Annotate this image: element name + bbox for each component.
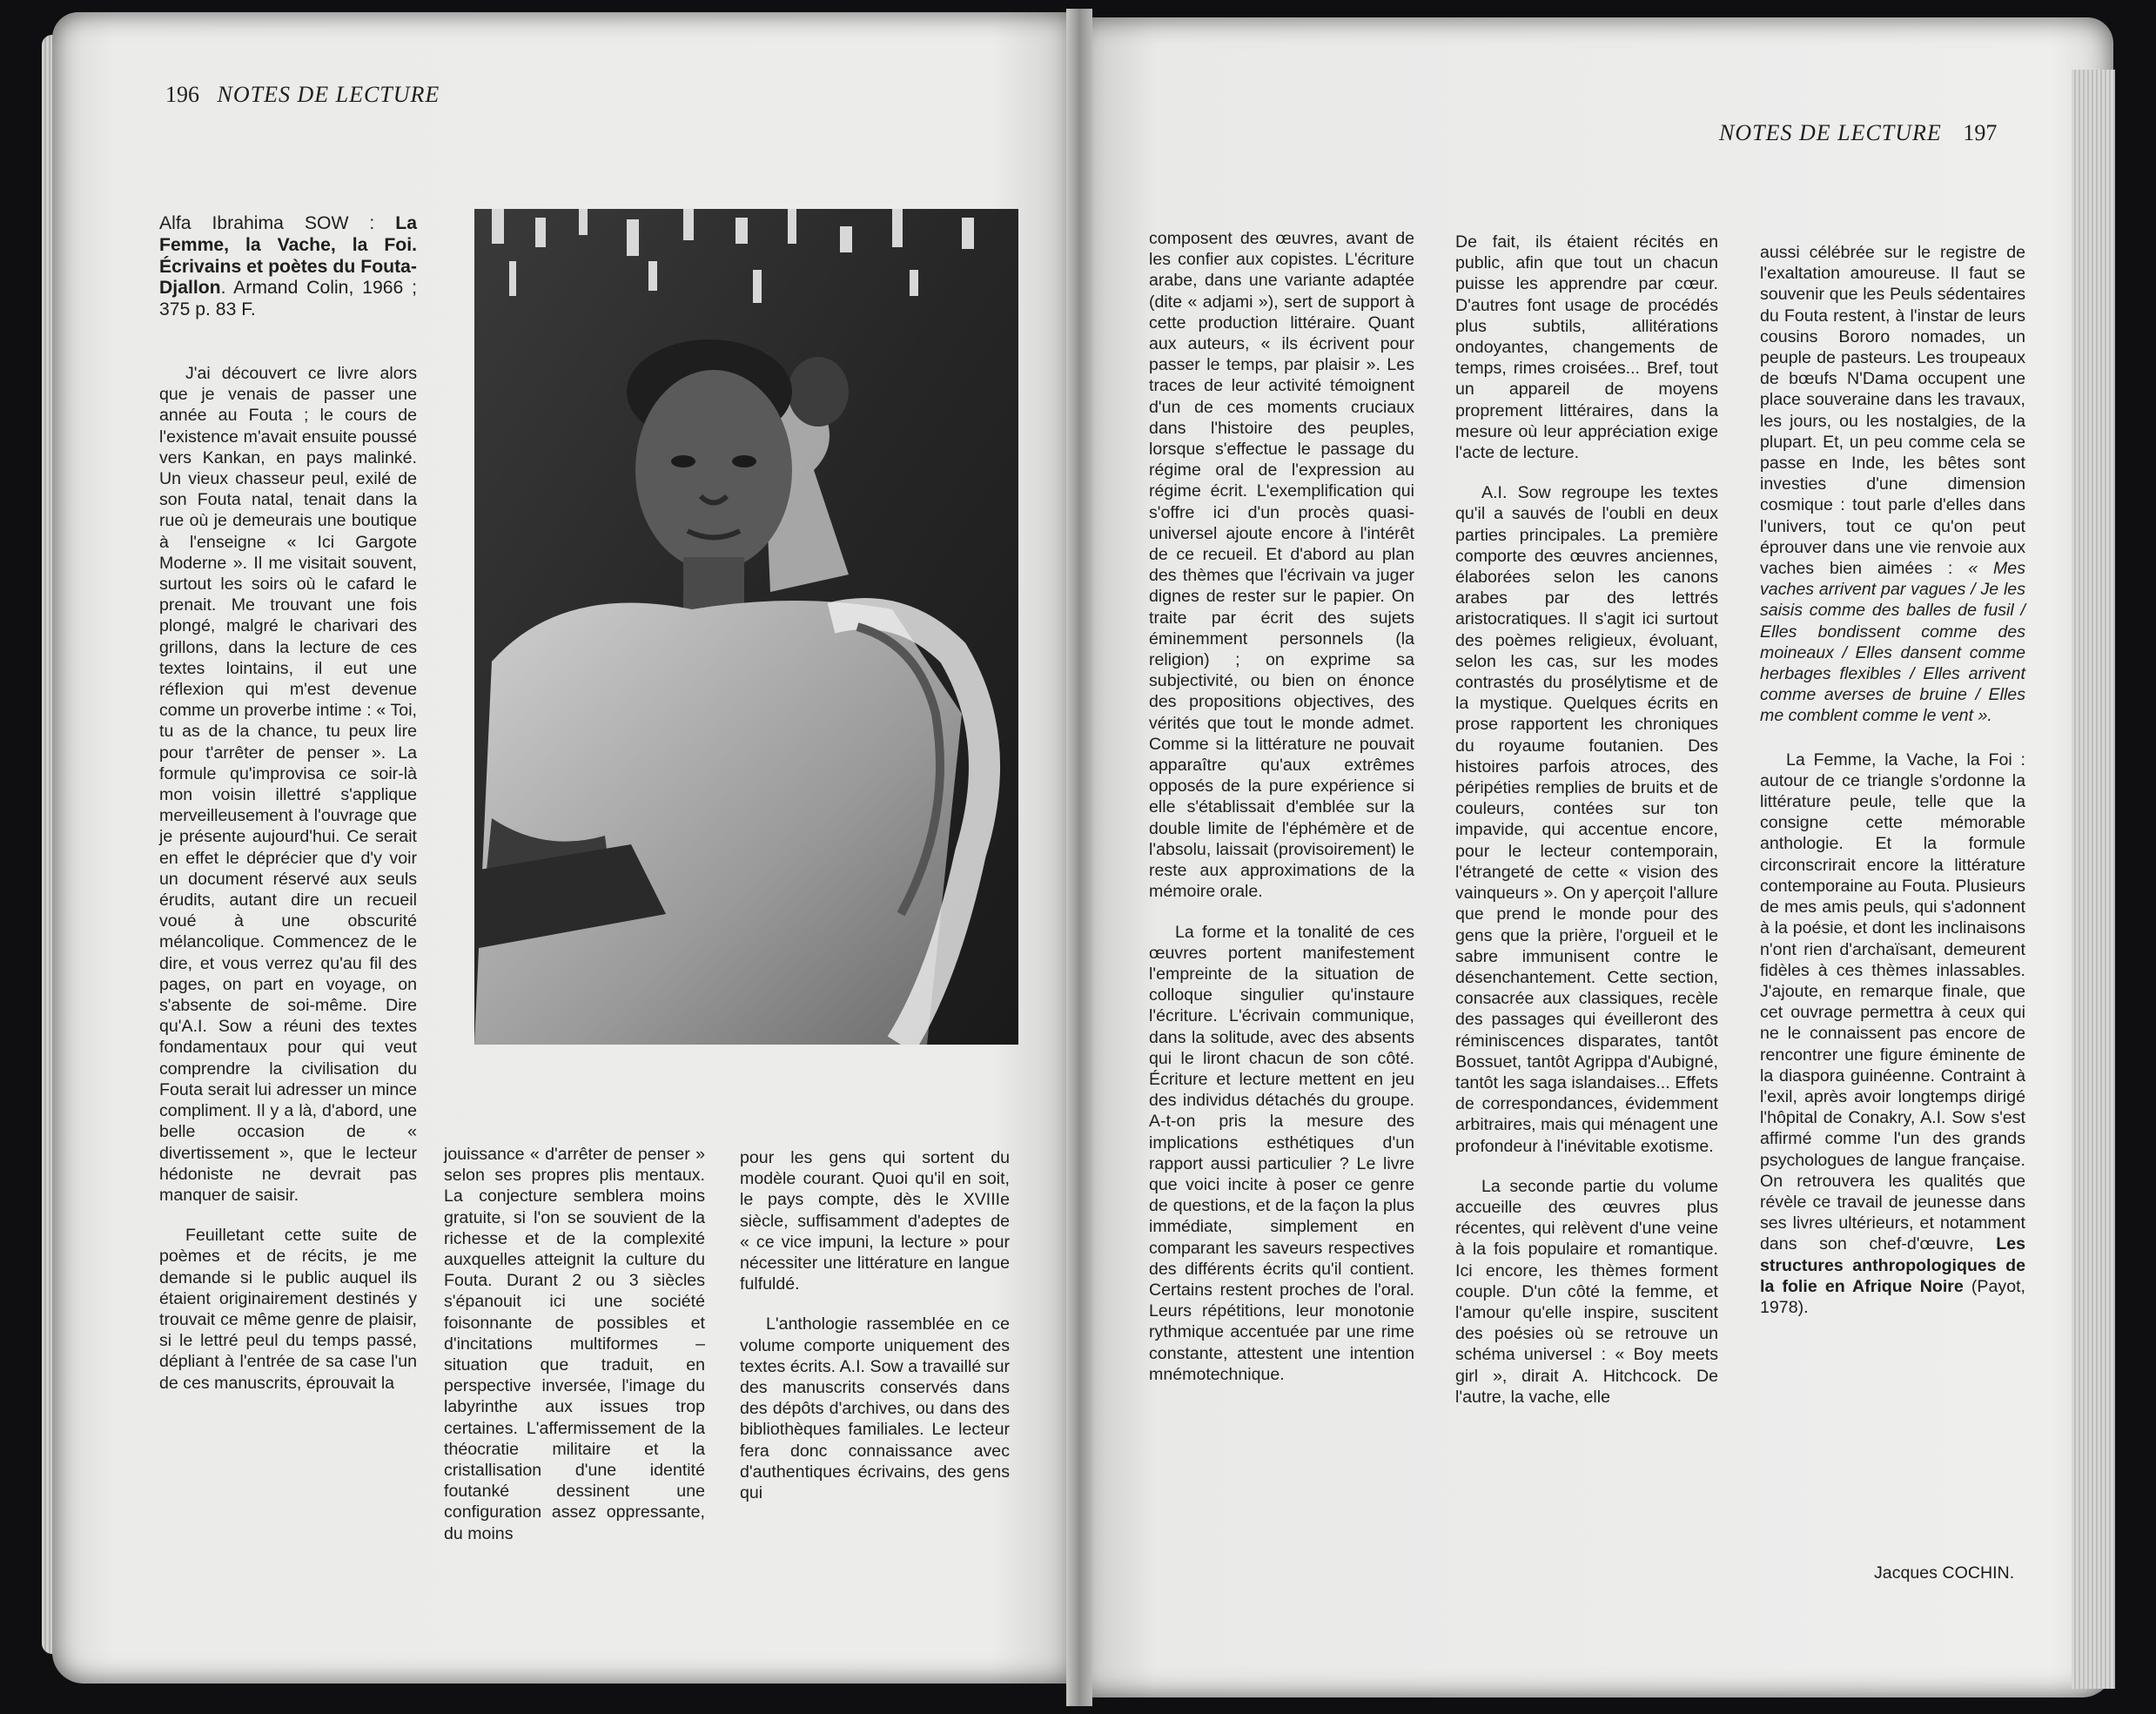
paragraph-text: La Femme, la Vache, la Foi : autour de ce triangle s'ordonne la littérature peule, telle que la consigne cette mémorable anthologie. Et la formule circonscrirait encore la littérature contemporaine au Fouta. Plusieurs de mes amis peuls, qui s'adonnent à la poésie, et dont les inclinaisons n'ont rien d'archaïsant, demeurent fidèles à ces thèmes inlassables. J'ajoute, en remarque finale, que cet ouvrage permettra à ceux qui ne le connaissent pas encore de rencontrer une figure éminente de la diaspora guinéenne. Contraint à l'exil, après avoir longtemps dirigé l'hôpital de Conakry, A.I. Sow s'est affirmé comme l'un des grands psychologues de langue française. On retrouvera les qualités que révèle ce travail de jeunesse dans ses livres ultérieurs, et notamment dans son chef-d'œuvre, <box>1760 749 2025 1254</box>
paragraph: pour les gens qui sortent du modèle courant. Quoi qu'il en soit, le pays compte, dès le XVIIIe siècle, suffisamment d'adeptes de « ce vice impuni, la lecture » pour nécessiter une littérature en langue fulfuldé. <box>740 1148 1010 1294</box>
photo-woman-portrait <box>474 209 1018 1045</box>
book-gutter <box>1066 9 1092 1706</box>
paragraph-text: aussi célébrée sur le registre de l'exaltation amoureuse. Il faut se souvenir que les Peuls sédentaires du Fouta restent, à l'instar de leurs cousins Bororo nomades, un peuple de pasteurs. Les troupeaux de bœufs N'Dama occupent une place souveraine dans les travaux, les jours, ou les nostalgies, de la plupart. Et, un peu comme cela se passe en Inde, les bêtes sont investies d'une dimension cosmique : tout parle d'elles dans l'univers, tout ce qu'on peut éprouver dans une vie renvoie aux vaches bien aimées : <box>1760 243 2025 579</box>
paragraph: La forme et la tonalité de ces œuvres portent manifestement l'empreinte de la situation de colloque singulier qu'instaure l'écriture. L'écrivain communique, dans la solitude, avec des absents qui le liront chacun de son côté. Écriture et lecture mettent en jeu des individus détachés du groupe. A-t-on pris la mesure des implications esthétiques d'un rapport aussi particulier ? Le livre que voici incite à poser ce genre de questions, et de la façon la plus immédiate, simplement en comparant les saveurs respectives des différents écrits qu'il contient. Certains restent proches de l'oral. Leurs répétitions, leur monotonie rythmique accentuée par une rime constante, attestent une intention mnémotechnique. <box>1149 922 1414 1384</box>
cited-book-title: Les structures anthropologiques de la folie en Afrique Noire <box>1760 1234 2025 1296</box>
paragraph: A.I. Sow regroupe les textes qu'il a sauvés de l'oubli en deux parties principales. La première comporte des œuvres anciennes, élaborées selon les canons arabes par des lettrés aristocratiques. Il s'agit ici surtout des poèmes religieux, évoluant, selon les cas, sur les modes contrastés du prosélytisme et de la mystique. Quelques écrits en prose rapportent les chroniques du royaume foutanien. Des histoires parfois atroces, des péripéties remplies de bruits et de couleurs, contées sur ton impavide, qui accentue encore, pour le lecteur contemporain, l'étrangeté de cette « vision des vainqueurs ». On y aperçoit l'allure que prend le monde pour des gens que la prière, l'orgueil et le sabre immunisent contre le désenchantement. Cette section, consacrée aux classiques, recèle des passages qui éveilleront des réminiscences disparates, tantôt Bossuet, tantôt Agrippa d'Aubigné, tantôt les saga islandaises... Effets de correspondances, évidemment arbitraires, mais qui ménagent une profondeur à l'inévitable exotisme. <box>1455 483 1718 1156</box>
paragraph: La seconde partie du volume accueille des œuvres plus récentes, qui relèvent d'une veine à la fois populaire et romantique. Ici encore, les thèmes forment couple. D'un côté la femme, et l'amour qu'elle inspire, suscitent des poésies où se retrouve un schéma universel : « Boy meets girl », dirait A. Hitchcock. De l'autre, la vache, elle <box>1455 1176 1718 1407</box>
reference-title: La Femme, la Vache, la Foi. Écrivains et poètes du Fouta-Djallon <box>159 213 417 299</box>
right-page-number: 197 <box>1963 120 1998 145</box>
paragraph: De fait, ils étaient récités en public, afin que tout un chacun puisse les apprendre par cœur. D'autres font usage de procédés plus subtils, allitérations ondoyantes, changements de temps, rimes croisées... Bref, tout un appareil de moyens proprement littéraires, dans la mesure où leur appréciation exige l'acte de lecture. <box>1455 232 1718 463</box>
paragraph: Feuilletant cette suite de poèmes et de récits, je me demande si le public auquel ils étaient originairement destinés y trouvait ce même genre de plaisir, si le lettré peul du temps passé, dépliant à l'entrée de sa case l'un de ces manuscrits, éprouvait la <box>159 1226 417 1393</box>
right-column-2 <box>1455 232 1718 1408</box>
paragraph: jouissance « d'arrêter de penser » selon ses propres plis mentaux. La conjecture semblera moins gratuite, si l'on se souvient de la richesse et de la complexité auxquelles atteignit la culture du Fouta. Durant 2 ou 3 siècles s'épanouit ici une société foisonnante de possibles et d'incitations multiformes – situation que traduit, en perspective inversée, l'image du labyrinthe aux issues trop certaines. L'affermissement de la théocratie militaire et la cristallisation d'une identité foutanké dessinent une configuration assez oppressante, du moins <box>444 1145 705 1543</box>
left-column-1 <box>159 213 417 1394</box>
paragraph: J'ai découvert ce livre alors que je venais de passer une année au Fouta ; le cours de l'existence m'avait ensuite poussé vers Kankan, en pays malinké. Un vieux chasseur peul, exilé de son Fouta natal, tenait dans la rue où je demeurais une boutique à l'enseigne « Ici Gargote Moderne ». Il me visitait souvent, surtout les soirs où le cafard le prenait. Me trouvant une fois plongé, malgré le charivari des grillons, dans la lecture de ces textes lointains, il eut une réflexion qui m'est devenue comme un proverbe intime : « Toi, tu as de la chance, tu peux lire pour t'arrêter de penser ». La formule qu'improvisa ce soir-là mon voisin illettré s'applique merveilleusement à l'ouvrage que je présente aujourd'hui. Ce serait en effet le déprécier que d'y voir un document réservé aux seuls érudits, autant dire un recueil voué à une obscurité mélancolique. Commencez de le dire, et vous verrez qu'au fil des pages, on part en voyage, on s'absente de soi-même. Dire qu'A.I. Sow a réuni des textes fondamentaux pour qui veut comprendre la civilisation du Fouta serait lui adresser un mince compliment. Il y a là, d'abord, une belle occasion de « divertissement », que le lecteur hédoniste ne devrait pas manquer de saisir. <box>159 363 417 1205</box>
paragraph: L'anthologie rassemblée en ce volume comporte uniquement des textes écrits. A.I. Sow a travaillé sur des manuscrits conservés dans des dépôts d'archives, ou dans des bibliothèques familiales. Le lecteur fera donc connaissance avec d'authentiques écrivains, des gens qui <box>740 1314 1010 1503</box>
paragraph <box>1760 242 2025 727</box>
left-running-title: NOTES DE LECTURE <box>217 82 440 107</box>
reference-author: Alfa Ibrahima SOW : <box>159 213 396 233</box>
right-running-title: NOTES DE LECTURE <box>1719 120 1942 145</box>
right-page-edges <box>2072 70 2115 1689</box>
poem-quote: « Mes vaches arrivent par vagues / Je les saisis comme des balles de fusil / Elles bondissent comme des moineaux / Elles dansent comme herbages flexibles / Elles arrivent comme averses de bruine / Elles me comblent comme le vent ». <box>1760 559 2026 726</box>
book-reference <box>159 213 417 321</box>
right-column-1 <box>1149 228 1414 1385</box>
left-column-3 <box>740 1147 1010 1503</box>
paragraph <box>1760 749 2025 1318</box>
left-page-number: 196 <box>165 82 199 107</box>
reference-publisher: . Armand Colin, 1966 ; 375 p. 83 F. <box>159 278 417 320</box>
author-signature: Jacques COCHIN. <box>1874 1563 2015 1583</box>
paragraph: composent des œuvres, avant de les confier aux copistes. L'écriture arabe, dans une variante adaptée (dite « adjami »), sert de support à cette production littéraire. Quant aux auteurs, « ils écrivent pour passer le temps, par plaisir ». Les traces de leur activité témoignent d'un de ces moments cruciaux dans l'histoire des peuples, lorsque s'effectue le passage du régime oral de l'expression au régime écrit. L'exemplification qui s'offre ici d'un procès quasi-universel ajoute encore à l'intérêt de ce recueil. Et d'abord au plan des thèmes que l'écrivain va juger dignes de rester sur le papier. On traite par écrit des sujets éminemment personnels (la religion) ; on exprime sa subjectivité, ou bien on énonce des propositions objectives, des vérités que tout le monde admet. Comme si la littérature ne pouvait apparaître qu'aux extrêmes opposés de la pure expérience si elle s'établissait d'emblée sur la double limite de l'éphémère et de l'absolu, laissait (provisoirement) le reste aux approximations de la mémoire orale. <box>1149 229 1414 902</box>
left-column-2 <box>444 1144 705 1544</box>
right-column-3 <box>1760 242 2025 1318</box>
right-page-header <box>1719 120 1997 146</box>
left-page-header <box>165 82 440 108</box>
cited-book-ref: (Payot, 1978). <box>1760 1276 2025 1317</box>
